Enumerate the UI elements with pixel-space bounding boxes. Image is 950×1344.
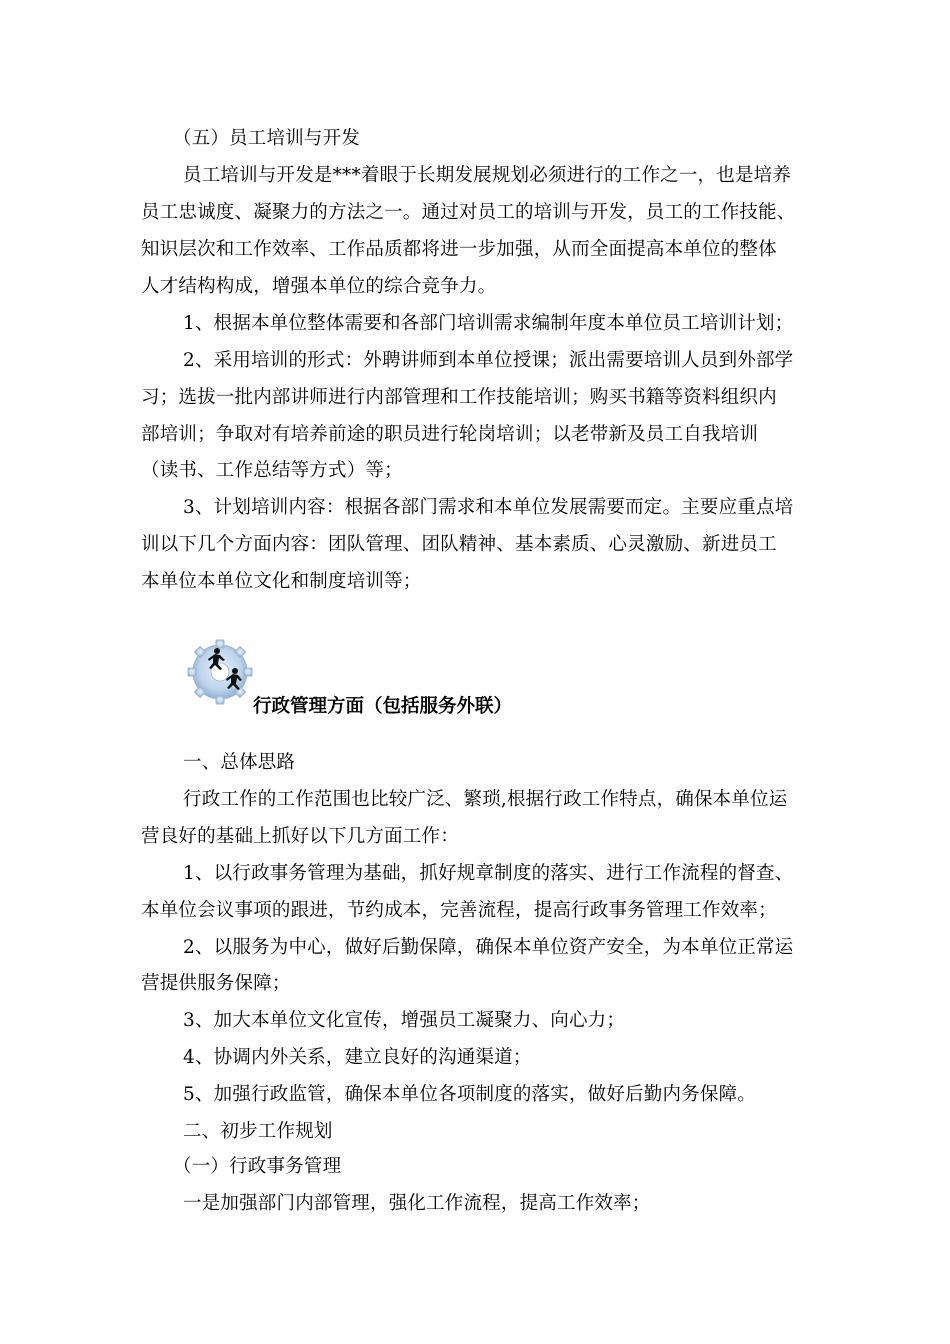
list-item: 4、协调内外关系，建立良好的沟通渠道； bbox=[183, 1047, 532, 1068]
paragraph-line: （读书、工作总结等方式）等； bbox=[141, 460, 403, 481]
paragraph-line: 部培训；争取对有培养前途的职员进行轮岗培训；以老带新及员工自我培训 bbox=[141, 424, 759, 445]
list-item: 1、根据本单位整体需要和各部门培训需求编制年度本单位员工培训计划； bbox=[183, 313, 794, 334]
subsection-title: （一）行政事务管理 bbox=[173, 1156, 342, 1177]
list-item: 5、加强行政监管，确保本单位各项制度的落实，做好后勤内务保障。 bbox=[183, 1084, 756, 1105]
list-item: 3、计划培训内容：根据各部门需求和本单位发展需要而定。主要应重点培 bbox=[183, 497, 794, 518]
paragraph-line: 本单位本单位文化和制度培训等； bbox=[141, 571, 422, 592]
list-item: 2、采用培训的形式：外聘讲师到本单位授课；派出需要培训人员到外部学 bbox=[183, 350, 794, 371]
paragraph-line: 习；选拔一批内部讲师进行内部管理和工作技能培训；购买书籍等资料组织内 bbox=[141, 387, 777, 408]
list-item: 1、以行政事务管理为基础，抓好规章制度的落实、进行工作流程的督查、 bbox=[183, 863, 794, 884]
section-heading: 行政管理方面（包括服务外联） bbox=[253, 696, 513, 717]
paragraph-line: 知识层次和工作效率、工作品质都将进一步加强，从而全面提高本单位的整体 bbox=[141, 239, 777, 260]
paragraph-line: 人才结构构成，增强本单位的综合竞争力。 bbox=[141, 276, 497, 297]
list-item: 2、以服务为中心，做好后勤保障，确保本单位资产安全，为本单位正常运 bbox=[183, 937, 794, 958]
section-title: 二、初步工作规划 bbox=[183, 1121, 333, 1142]
paragraph-line: 训以下几个方面内容：团队管理、团队精神、基本素质、心灵激励、新进员工 bbox=[141, 534, 777, 555]
paragraph-line: 营良好的基础上抓好以下几方面工作： bbox=[141, 826, 459, 847]
section-title: （五）员工培训与开发 bbox=[173, 128, 361, 149]
section-title: 一、总体思路 bbox=[183, 752, 296, 773]
paragraph-line: 营提供服务保障； bbox=[141, 973, 291, 994]
running-figures-gear-icon bbox=[184, 634, 264, 714]
paragraph-line: 员工培训与开发是***着眼于长期发展规划必须进行的工作之一，也是培养 bbox=[183, 165, 792, 186]
paragraph-line: 员工忠诚度、凝聚力的方法之一。通过对员工的培训与开发，员工的工作技能、 bbox=[141, 202, 796, 223]
list-item: 3、加大本单位文化宣传，增强员工凝聚力、向心力； bbox=[183, 1010, 626, 1031]
paragraph-line: 一是加强部门内部管理，强化工作流程，提高工作效率； bbox=[183, 1193, 651, 1214]
paragraph-line: 本单位会议事项的跟进，节约成本，完善流程，提高行政事务管理工作效率； bbox=[141, 900, 777, 921]
paragraph-line: 行政工作的工作范围也比较广泛、繁琐,根据行政工作特点，确保本单位运 bbox=[183, 789, 788, 810]
